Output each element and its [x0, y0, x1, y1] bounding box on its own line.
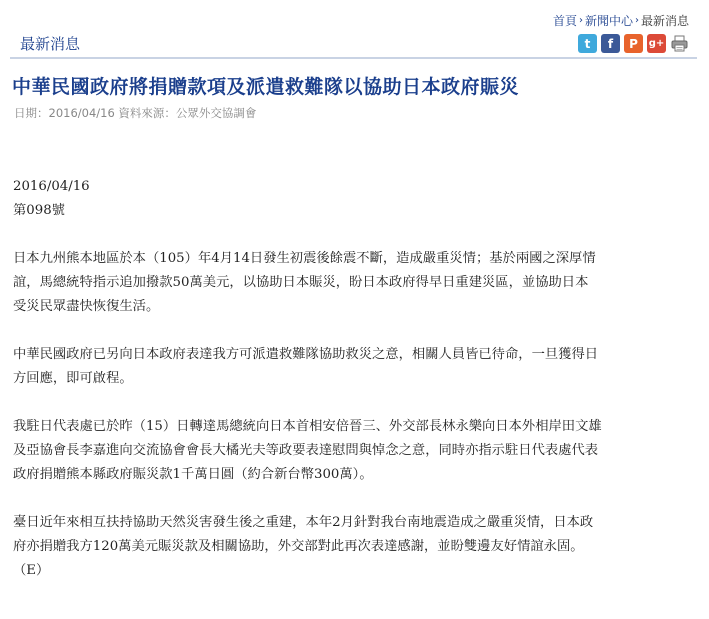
paragraph-1	[13, 247, 693, 319]
breadcrumb	[553, 12, 689, 29]
paragraph-line: 受災民眾盡快恢復生活。	[13, 299, 160, 314]
paragraph-line: 府亦捐贈我方120萬美元賑災款及相關協助，外交部對此再次表達感謝，並盼雙邊友好情誼永固。	[13, 539, 584, 554]
paragraph-line: 我駐日代表處已於昨（15）日轉達馬總統向日本首相安倍晉三、外交部長林永樂向日本外相岸田文雄	[13, 419, 602, 434]
paragraph-2	[13, 343, 693, 391]
share-toolbar	[578, 34, 689, 53]
paragraph-line: 誼，馬總統特指示追加撥款50萬美元，以協助日本賑災，盼日本政府得早日重建災區，並協助日本	[13, 275, 589, 290]
article-number: 第098號	[13, 203, 65, 218]
paragraph-line: 方回應，即可啟程。	[13, 371, 133, 386]
article-date: 2016/04/16	[13, 179, 90, 194]
facebook-icon[interactable]: f	[601, 34, 620, 53]
article-meta: 日期：2016/04/16 資料來源：公眾外交協調會	[14, 106, 257, 120]
google-plus-icon[interactable]: g+	[647, 34, 666, 53]
section-title: 最新消息	[20, 35, 81, 53]
paragraph-line: 臺日近年來相互扶持協助天然災害發生後之重建，本年2月針對我台南地震造成之嚴重災情，日本政	[13, 515, 594, 530]
article-body	[13, 175, 693, 583]
print-icon[interactable]	[670, 34, 689, 53]
paragraph-line: 日本九州熊本地區於本（105）年4月14日發生初震後餘震不斷，造成嚴重災情；基於兩國之深厚情	[13, 251, 596, 266]
chevron-right-icon: ›	[634, 15, 639, 26]
breadcrumb-news-center-link[interactable]: 新聞中心	[584, 14, 633, 28]
plurk-icon[interactable]: P	[624, 34, 643, 53]
paragraph-line: 及亞協會長李嘉進向交流協會會長大橘光夫等政要表達慰問與悼念之意，同時亦指示駐日代表處代表	[13, 443, 599, 458]
twitter-icon[interactable]: t	[578, 34, 597, 53]
paragraph-line: （E）	[13, 563, 50, 578]
breadcrumb-home-link[interactable]: 首頁	[552, 14, 577, 28]
paragraph-line: 政府捐贈熊本縣政府賑災款1千萬日圓（約合新台幣300萬）。	[13, 467, 373, 482]
header-divider	[10, 57, 697, 59]
article-title: 中華民國政府將捐贈款項及派遣救難隊以協助日本政府賑災	[12, 76, 520, 98]
paragraph-line: 中華民國政府已另向日本政府表達我方可派遣救難隊協助救災之意，相關人員皆已待命，一旦獲得日	[13, 347, 599, 362]
paragraph-3	[13, 415, 693, 487]
paragraph-4	[13, 511, 693, 583]
breadcrumb-current: 最新消息	[640, 14, 689, 28]
chevron-right-icon: ›	[578, 15, 583, 26]
